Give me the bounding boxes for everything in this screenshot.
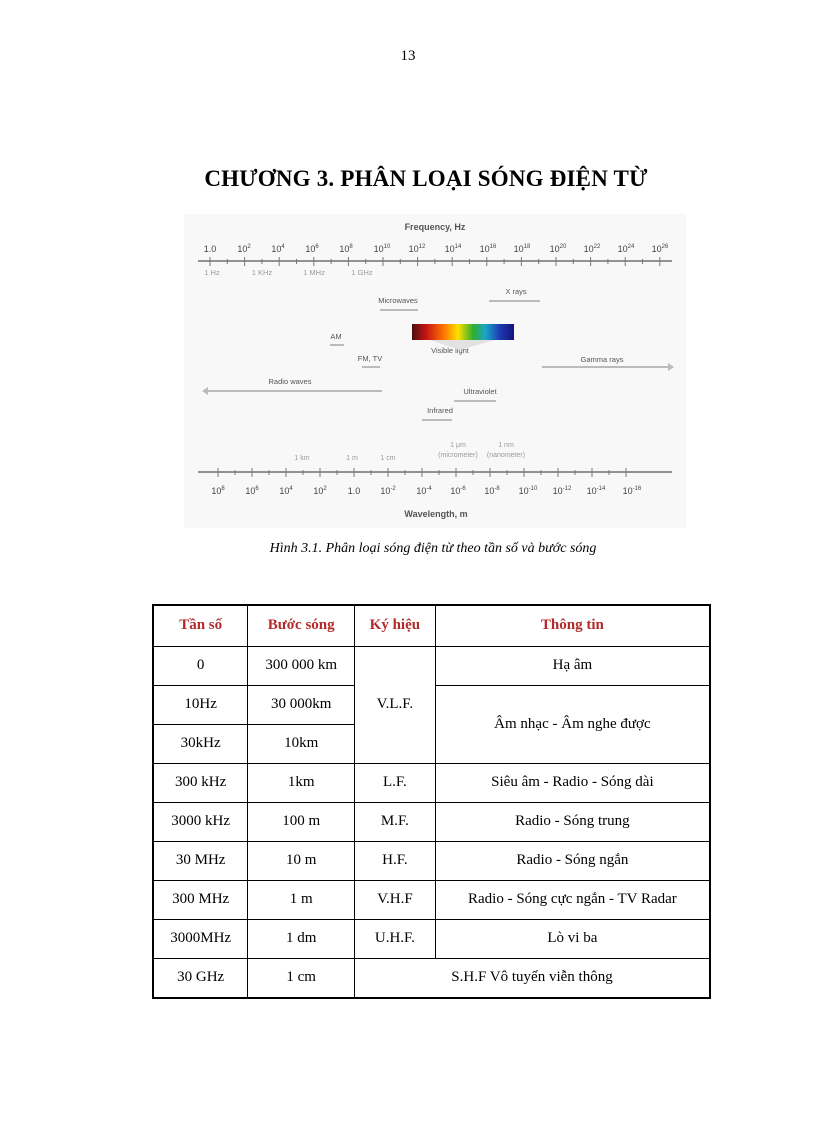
header-symbol: Ký hiệu [355,605,436,646]
svg-text:1 cm: 1 cm [380,455,396,462]
svg-text:1 nm: 1 nm [498,442,514,449]
cell-info-ha-am: Hạ âm [435,646,710,685]
svg-text:10-8: $10^{-8}$ [484,486,500,496]
cell-wavelength: 1 m [248,880,355,919]
em-spectrum-diagram [184,214,686,528]
svg-text:108: $10^8$ [211,486,225,496]
cell-wavelength: 1 cm [248,958,355,998]
cell-wavelength: 30 000km [248,685,355,724]
svg-text:102: $10^2$ [237,244,251,254]
svg-text:1016: $10^{16}$ [479,244,497,254]
frequency-table [152,604,711,999]
cell-merged-info: S.H.F Vô tuyến viễn thông [355,958,711,998]
radio-waves-label: Radio waves [268,377,312,386]
fmtv-label: FM, TV [357,354,383,363]
svg-text:1012: $10^{12}$ [408,244,426,254]
frequency-tick-labels [204,244,669,254]
header-info: Thông tin [435,605,710,646]
cell-wavelength: 300 000 km [248,646,355,685]
svg-text:104: $10^4$ [279,486,293,496]
svg-text:10-14: $10^{-14}$ [586,486,606,496]
figure-caption: Hình 3.1. Phân loại sóng điện từ theo tần số và bước sóng [269,541,597,556]
cell-symbol: H.F. [355,841,436,880]
svg-text:10-16: $10^{-16}$ [622,486,642,496]
svg-text:1 MHz: 1 MHz [303,268,325,277]
cell-info-am-nhac: Âm nhạc - Âm nghe được [435,685,710,763]
cell-frequency: 30kHz [153,724,248,763]
svg-text:102: $10^2$ [313,486,327,496]
header-wavelength: Bước sóng [248,605,355,646]
cell-info: Radio - Sóng trung [435,802,710,841]
cell-wavelength: 1km [248,763,355,802]
svg-text:1010: $10^{10}$ [373,244,391,254]
cell-frequency: 300 kHz [153,763,248,802]
table-row [153,841,710,880]
radio-arrowhead [202,387,208,395]
cell-frequency: 3000MHz [153,919,248,958]
svg-text:1.0: 1.0 [347,486,361,496]
svg-text:1 GHz: 1 GHz [351,268,373,277]
svg-text:104: $10^4$ [271,244,285,254]
frequency-unit-labels [204,268,373,277]
cell-symbol-vlf: V.L.F. [355,646,436,763]
svg-text:1 KHz: 1 KHz [251,268,273,277]
svg-text:106: $10^6$ [245,486,259,496]
svg-text:1024: $10^{24}$ [617,244,635,254]
svg-text:1022: $10^{22}$ [583,244,601,254]
cell-info: Radio - Sóng cực ngắn - TV Radar [435,880,710,919]
svg-text:1014: $10^{14}$ [444,244,462,254]
svg-text:1.0 [204,244,217,254]
svg-text:10-12: $10^{-12}$ [552,486,572,496]
svg-text:1026: $10^{26}$ [651,244,669,254]
xrays-label: X rays [505,287,527,296]
am-label: AM [330,332,342,341]
cell-wavelength: 10 m [248,841,355,880]
visible-spectrum-bar [412,324,514,340]
svg-text:(micrometer): (micrometer) [438,452,478,459]
wavelength-unit-labels [294,442,525,462]
svg-text:10-6: $10^{-6}$ [450,486,466,496]
svg-text:(nanometer): (nanometer) [486,452,526,459]
cell-frequency: 0 [153,646,248,685]
cell-symbol: M.F. [355,802,436,841]
svg-text:1 Hz: 1 Hz [204,268,220,277]
visible-light-label: Visible light [431,346,469,355]
svg-text:1 μm: 1 μm [450,442,466,449]
table-row [153,802,710,841]
cell-wavelength: 1 dm [248,919,355,958]
ultraviolet-label: Ultraviolet [463,387,497,396]
svg-text:106: $10^6$ [305,244,319,254]
header-frequency: Tần số [153,605,248,646]
svg-text:1020: $10^{20}$ [549,244,567,254]
gamma-rays-label: Gamma rays [580,355,624,364]
cell-info: Radio - Sóng ngắn [435,841,710,880]
svg-text:10-2: $10^{-2}$ [380,486,396,496]
frequency-axis-label: Frequency, Hz [404,222,466,232]
cell-wavelength: 100 m [248,802,355,841]
table-row [153,646,710,685]
cell-frequency: 3000 kHz [153,802,248,841]
em-spectrum-figure [184,214,686,528]
svg-text:108: $10^8$ [339,244,353,254]
cell-frequency: 10Hz [153,685,248,724]
svg-text:10-10: $10^{-10}$ [518,486,538,496]
band-labels [202,287,674,420]
svg-text:10-4: $10^{-4}$ [416,486,432,496]
page-number: 13 [400,48,416,64]
gamma-arrowhead [668,363,674,371]
microwaves-label: Microwaves [378,296,418,305]
cell-info: Lò vi ba [435,919,710,958]
cell-symbol: L.F. [355,763,436,802]
infrared-label: Infrared [427,406,453,415]
cell-frequency: 30 GHz [153,958,248,998]
chapter-title: CHƯƠNG 3. PHÂN LOẠI SÓNG ĐIỆN TỪ [204,166,648,191]
svg-text:1018: $10^{18}$ [513,244,531,254]
table-row [153,880,710,919]
cell-symbol: V.H.F [355,880,436,919]
cell-symbol: U.H.F. [355,919,436,958]
cell-frequency: 30 MHz [153,841,248,880]
table-row [153,763,710,802]
wavelength-axis-label: Wavelength, m [404,509,468,519]
svg-text:1 m: 1 m [346,455,358,462]
cell-frequency: 300 MHz [153,880,248,919]
table-row [153,919,710,958]
freq-tick-0: 1.0 [203,244,217,254]
cell-info: Siêu âm - Radio - Sóng dài [435,763,710,802]
cell-wavelength: 10km [248,724,355,763]
table-row [153,958,710,998]
wavelength-tick-labels [211,486,642,496]
svg-text:1 km: 1 km [294,455,310,462]
